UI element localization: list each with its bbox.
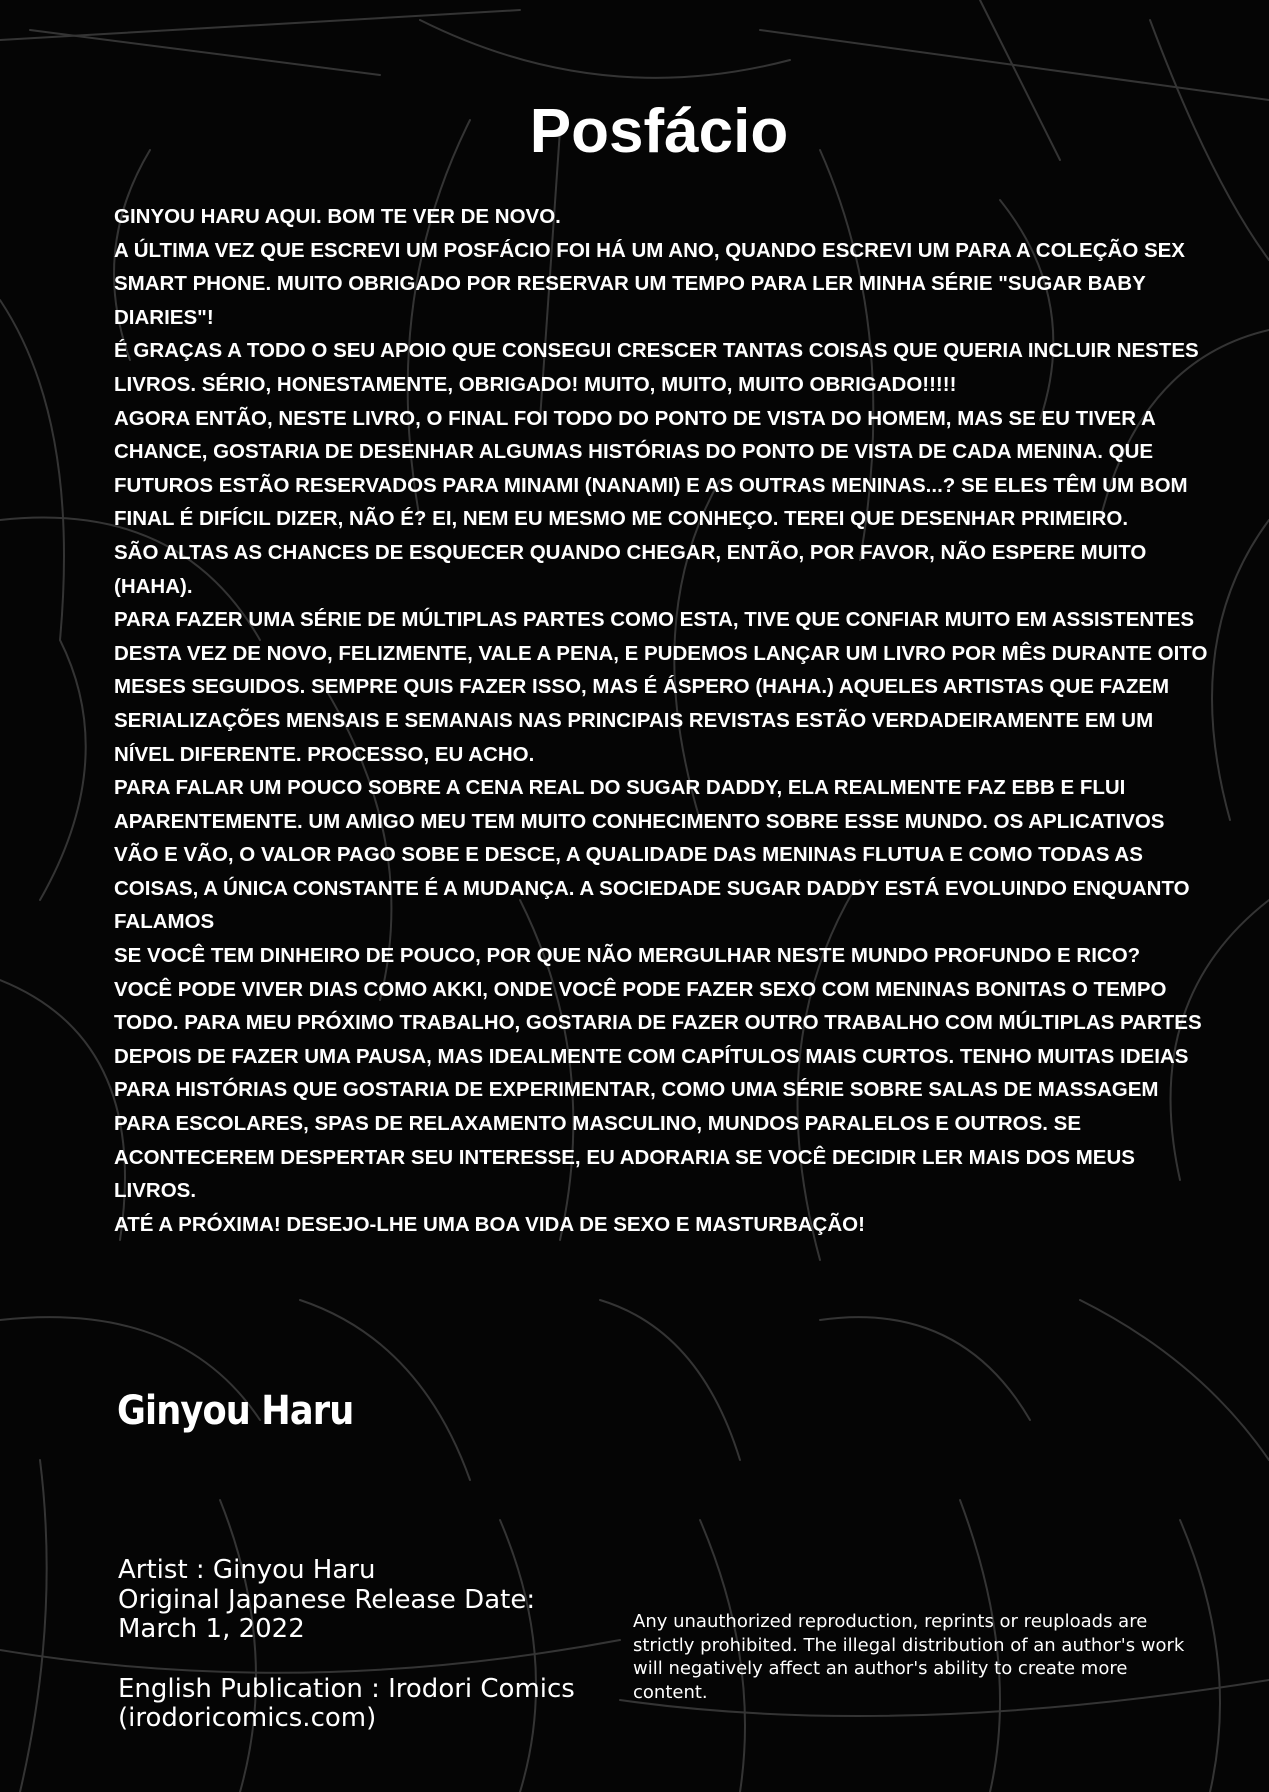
publication-credits (118, 1556, 575, 1734)
artist-credit: Artist : Ginyou Haru (118, 1555, 376, 1585)
spacer (118, 1645, 575, 1675)
paragraph: VOCÊ PODE VIVER DIAS COMO AKKI, ONDE VOCÊ PODE FAZER SEXO COM MENINAS BONITAS O TEMPO TODO. PARA MEU PRÓXIMO TRABALHO, GOSTARIA DE FAZER OUTRO TRABALHO COM MÚLTIPLAS PARTES DEPOIS DE FAZER UMA PAUSA, MAS IDEALMENTE COM CAPÍTULOS MAIS CURTOS. TENHO MUITAS IDEIAS PARA HISTÓRIAS QUE GOSTARIA DE EXPERIMENTAR, COMO UMA SÉRIE SOBRE SALAS DE MASSAGEM PARA ESCOLARES, SPAS DE RELAXAMENTO MASCULINO, MUNDOS PARALELOS E OUTROS. SE ACONTECEREM DESPERTAR SEU INTERESSE, EU ADORARIA SE VOCÊ DECIDIR LER MAIS DOS MEUS LIVROS. (114, 977, 1202, 1203)
publisher-website: (irodoricomics.com) (118, 1703, 377, 1733)
paragraph: PARA FAZER UMA SÉRIE DE MÚLTIPLAS PARTES COMO ESTA, TIVE QUE CONFIAR MUITO EM ASSISTENTES DESTA VEZ DE NOVO, FELIZMENTE, VALE A PENA, E PUDEMOS LANÇAR UM LIVRO POR MÊS DURANTE OITO MESES SEGUIDOS. SEMPRE QUIS FAZER ISSO, MAS É ÁSPERO (HAHA.) AQUELES ARTISTAS QUE FAZEM SERIALIZAÇÕES MENSAIS E SEMANAIS NAS PRINCIPAIS REVISTAS ESTÃO VERDADEIRAMENTE EM UM NÍVEL DIFERENTE. PROCESSO, EU ACHO. (114, 608, 1208, 766)
paragraph: A ÚLTIMA VEZ QUE ESCREVI UM POSFÁCIO FOI HÁ UM ANO, QUANDO ESCREVI UM PARA A COLEÇÃO SEX SMART PHONE. MUITO OBRIGADO POR RESERVAR UM TEMPO PARA LER MINHA SÉRIE "SUGAR BABY DIARIES"! (114, 238, 1185, 329)
paragraph: PARA FALAR UM POUCO SOBRE A CENA REAL DO SUGAR DADDY, ELA REALMENTE FAZ EBB E FLUI APARENTEMENTE. UM AMIGO MEU TEM MUITO CONHECIMENTO SOBRE ESSE MUNDO. OS APLICATIVOS VÃO E VÃO, O VALOR PAGO SOBE E DESCE, A QUALIDADE DAS MENINAS FLUTUA E COMO TODAS AS COISAS, A ÚNICA CONSTANTE É A MUDANÇA. A SOCIEDADE SUGAR DADDY ESTÁ EVOLUINDO ENQUANTO FALAMOS (114, 776, 1190, 934)
paragraph: É GRAÇAS A TODO O SEU APOIO QUE CONSEGUI CRESCER TANTAS COISAS QUE QUERIA INCLUIR NESTES LIVROS. SÉRIO, HONESTAMENTE, OBRIGADO! MUITO, MUITO, MUITO OBRIGADO!!!!! (114, 339, 1199, 396)
paragraph: SE VOCÊ TEM DINHEIRO DE POUCO, POR QUE NÃO MERGULHAR NESTE MUNDO PROFUNDO E RICO? (114, 944, 1141, 968)
copyright-notice: Any unauthorized reproduction, reprints or reuploads are strictly prohibited. The illegal distribution of an author's work will negatively affect an author's ability to create more content. (633, 1611, 1185, 1703)
afterword-body (114, 200, 1214, 1241)
release-date-label: Original Japanese Release Date: (118, 1584, 536, 1615)
release-date: March 1, 2022 (118, 1614, 305, 1644)
paragraph: GINYOU HARU AQUI. BOM TE VER DE NOVO. (114, 205, 561, 228)
paragraph: SÃO ALTAS AS CHANCES DE ESQUECER QUANDO CHEGAR, ENTÃO, POR FAVOR, NÃO ESPERE MUITO (HAHA). (114, 540, 1147, 598)
paragraph: ATÉ A PRÓXIMA! DESEJO-LHE UMA BOA VIDA DE SEXO E MASTURBAÇÃO! (114, 1212, 865, 1236)
author-signature: Ginyou Haru (117, 1388, 354, 1434)
paragraph: AGORA ENTÃO, NESTE LIVRO, O FINAL FOI TODO DO PONTO DE VISTA DO HOMEM, MAS SE EU TIVER A CHANCE, GOSTARIA DE DESENHAR ALGUMAS HISTÓRIAS DO PONTO DE VISTA DE CADA MENINA. QUE FUTUROS ESTÃO RESERVADOS PARA MINAMI (NANAMI) E AS OUTRAS MENINAS...? SE ELES TÊM UM BOM FINAL É DIFÍCIL DIZER, NÃO É? EI, NEM EU MESMO ME CONHEÇO. TEREI QUE DESENHAR PRIMEIRO. (114, 406, 1188, 531)
english-publication-credit: English Publication : Irodori Comics (118, 1673, 575, 1704)
page-title: Posfácio (529, 97, 789, 166)
